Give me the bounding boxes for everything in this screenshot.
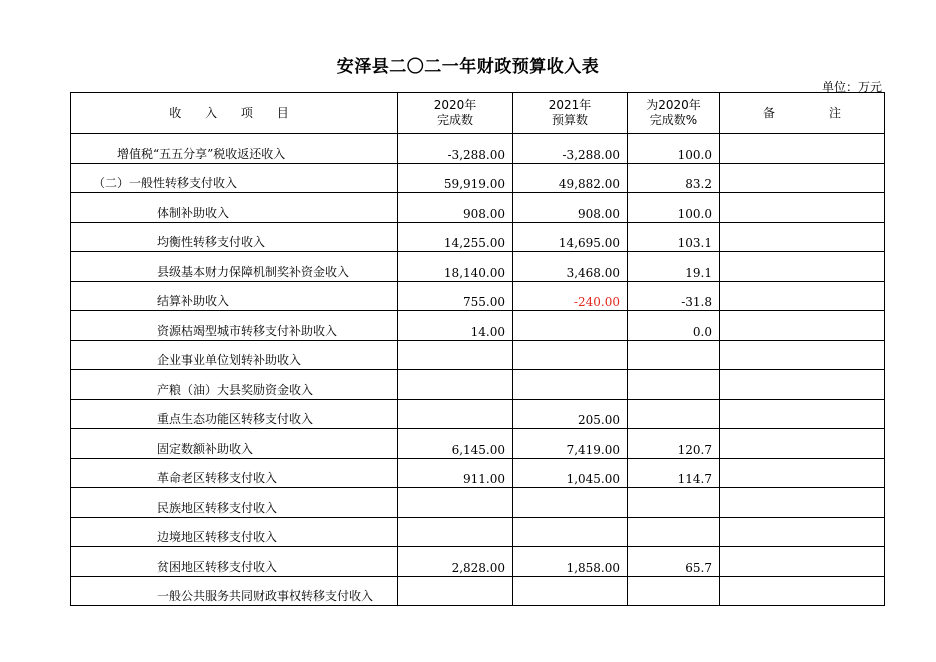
row-remark — [720, 370, 885, 400]
row-value-2020 — [398, 488, 513, 518]
row-value-2020: 6,145.00 — [398, 429, 513, 459]
table-row — [71, 134, 885, 164]
header-2021: 2021年 预算数 — [513, 93, 628, 134]
row-value-2021: 205.00 — [513, 399, 628, 429]
table-row — [71, 576, 885, 606]
row-value-2021 — [513, 517, 628, 547]
row-value-2021: -240.00 — [513, 281, 628, 311]
row-remark — [720, 252, 885, 282]
row-item-name: 一般公共服务共同财政事权转移支付收入 — [71, 576, 398, 606]
row-remark — [720, 281, 885, 311]
row-value-2020 — [398, 340, 513, 370]
row-item-name: 重点生态功能区转移支付收入 — [71, 399, 398, 429]
row-item-name: 县级基本财力保障机制奖补资金收入 — [71, 252, 398, 282]
row-value-2020 — [398, 370, 513, 400]
header-item: 收 入 项 目 — [71, 93, 398, 134]
row-value-2021 — [513, 576, 628, 606]
row-value-2021 — [513, 488, 628, 518]
row-value-pct — [628, 517, 720, 547]
row-remark — [720, 429, 885, 459]
row-value-2021: 7,419.00 — [513, 429, 628, 459]
table-row — [71, 281, 885, 311]
row-value-pct: 100.0 — [628, 193, 720, 223]
row-item-name: 企业事业单位划转补助收入 — [71, 340, 398, 370]
row-value-2021: 908.00 — [513, 193, 628, 223]
row-value-2021: 1,045.00 — [513, 458, 628, 488]
row-value-2021: -3,288.00 — [513, 134, 628, 164]
row-remark — [720, 163, 885, 193]
table-row — [71, 399, 885, 429]
unit-label: 单位：万元 — [821, 80, 882, 94]
table-row — [71, 458, 885, 488]
row-remark — [720, 222, 885, 252]
row-value-pct: 65.7 — [628, 547, 720, 577]
row-value-2021: 1,858.00 — [513, 547, 628, 577]
table-row — [71, 370, 885, 400]
row-value-2020: -3,288.00 — [398, 134, 513, 164]
row-value-2020: 908.00 — [398, 193, 513, 223]
table-row — [71, 429, 885, 459]
table-row — [71, 222, 885, 252]
row-value-2021 — [513, 311, 628, 341]
row-item-name: 增值税“五五分享”税收返还收入 — [71, 134, 398, 164]
row-value-2020 — [398, 399, 513, 429]
row-remark — [720, 399, 885, 429]
row-item-name: （二）一般性转移支付收入 — [71, 163, 398, 193]
row-value-pct — [628, 340, 720, 370]
row-remark — [720, 547, 885, 577]
row-value-pct: 0.0 — [628, 311, 720, 341]
row-value-2021 — [513, 340, 628, 370]
row-value-pct: 103.1 — [628, 222, 720, 252]
row-remark — [720, 193, 885, 223]
row-item-name: 革命老区转移支付收入 — [71, 458, 398, 488]
row-value-pct — [628, 488, 720, 518]
row-value-2021 — [513, 370, 628, 400]
row-value-pct: 114.7 — [628, 458, 720, 488]
table-row — [71, 163, 885, 193]
row-value-2020: 911.00 — [398, 458, 513, 488]
row-value-pct: 19.1 — [628, 252, 720, 282]
budget-table — [70, 92, 885, 606]
row-item-name: 边境地区转移支付收入 — [71, 517, 398, 547]
row-value-2021: 14,695.00 — [513, 222, 628, 252]
row-remark — [720, 488, 885, 518]
row-value-2020: 755.00 — [398, 281, 513, 311]
header-remark: 备 注 — [720, 93, 885, 134]
row-remark — [720, 311, 885, 341]
table-row — [71, 517, 885, 547]
row-value-pct — [628, 370, 720, 400]
table-row — [71, 252, 885, 282]
row-value-2020: 18,140.00 — [398, 252, 513, 282]
row-item-name: 均衡性转移支付收入 — [71, 222, 398, 252]
table-row — [71, 193, 885, 223]
row-value-2021: 3,468.00 — [513, 252, 628, 282]
row-item-name: 结算补助收入 — [71, 281, 398, 311]
row-item-name: 贫困地区转移支付收入 — [71, 547, 398, 577]
header-row — [71, 93, 885, 134]
page-title: 安泽县二〇二一年财政预算收入表 — [336, 57, 600, 77]
table-row — [71, 340, 885, 370]
row-value-2020: 14.00 — [398, 311, 513, 341]
row-value-pct — [628, 576, 720, 606]
row-value-pct: 120.7 — [628, 429, 720, 459]
row-remark — [720, 340, 885, 370]
row-item-name: 产粮（油）大县奖励资金收入 — [71, 370, 398, 400]
row-value-2020 — [398, 576, 513, 606]
table-row — [71, 547, 885, 577]
row-value-pct: 83.2 — [628, 163, 720, 193]
row-value-2021: 49,882.00 — [513, 163, 628, 193]
row-value-pct: 100.0 — [628, 134, 720, 164]
table-row — [71, 488, 885, 518]
row-value-2020: 2,828.00 — [398, 547, 513, 577]
row-value-pct — [628, 399, 720, 429]
table-row — [71, 311, 885, 341]
header-pct: 为2020年 完成数% — [628, 93, 720, 134]
row-item-name: 民族地区转移支付收入 — [71, 488, 398, 518]
row-value-pct: -31.8 — [628, 281, 720, 311]
header-2020: 2020年 完成数 — [398, 93, 513, 134]
row-value-2020: 14,255.00 — [398, 222, 513, 252]
row-remark — [720, 458, 885, 488]
row-value-2020: 59,919.00 — [398, 163, 513, 193]
row-item-name: 固定数额补助收入 — [71, 429, 398, 459]
row-value-2020 — [398, 517, 513, 547]
row-item-name: 资源枯竭型城市转移支付补助收入 — [71, 311, 398, 341]
row-remark — [720, 576, 885, 606]
row-item-name: 体制补助收入 — [71, 193, 398, 223]
row-remark — [720, 517, 885, 547]
row-remark — [720, 134, 885, 164]
